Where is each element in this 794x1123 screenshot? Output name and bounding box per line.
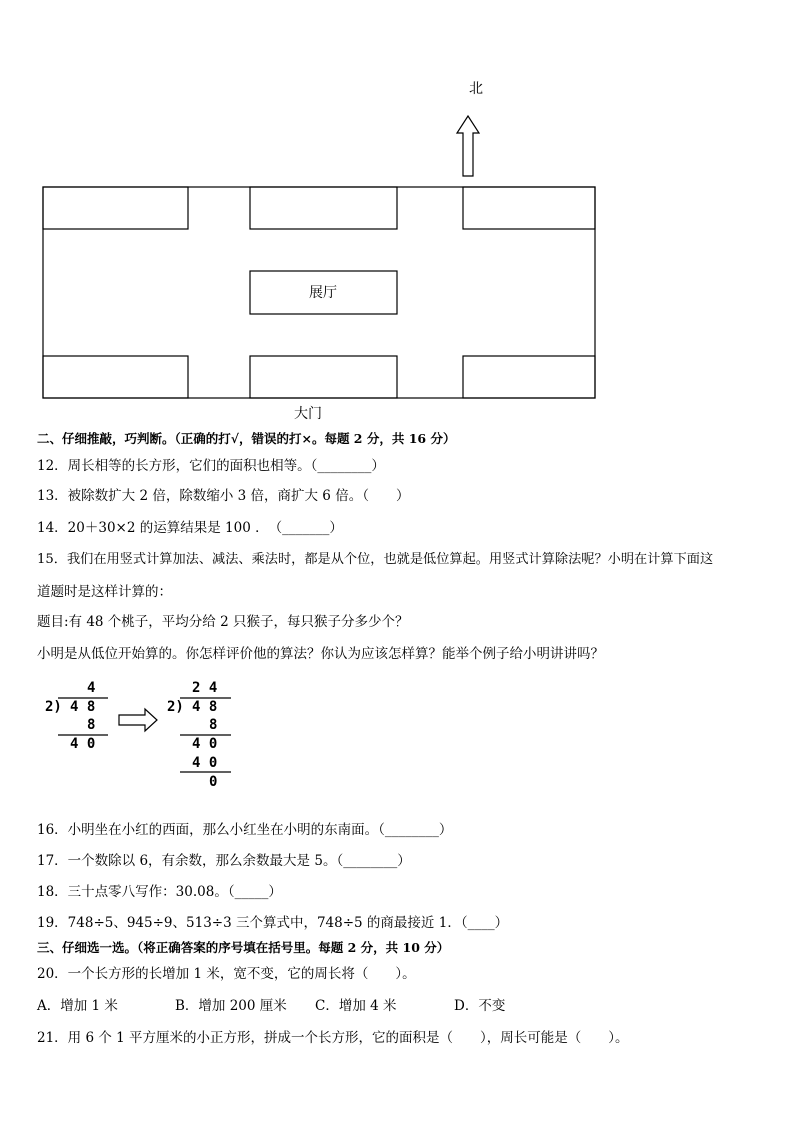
north-label: 北 (469, 81, 483, 97)
question-15-line2: 道题时是这样计算的： (37, 584, 172, 600)
question-15-question: 小明是从低位开始算的。你怎样评价他的算法？你认为应该怎样算？能举个例子给小明讲讲吗？ (37, 646, 604, 662)
right-product1: 8 (209, 717, 218, 733)
gate-label: 大门 (294, 406, 322, 422)
right-divisor: 2) (167, 699, 184, 715)
question-15-line1: 15．我们在用竖式计算加法、减法、乘法时，都是从个位，也就是低位算起。用竖式计算除法呢？小明在计算下面这 (37, 552, 714, 567)
right-product2: 4 0 (192, 755, 218, 771)
question-18: 18．三十点零八写作：30.08。（_____） (37, 884, 282, 900)
section2-heading: 二、仔细推敲，巧判断。（正确的打√，错误的打×。每题 2 分，共 16 分） (37, 431, 456, 446)
hall-label: 展厅 (309, 285, 337, 301)
q20-option-d: D．不变 (454, 998, 506, 1014)
question-17: 17．一个数除以 6，有余数，那么余数最大是 5。（________） (37, 853, 411, 869)
right-dividend: 4 8 (192, 699, 218, 715)
question-21: 21．用 6 个 1 平方厘米的小正方形，拼成一个长方形，它的面积是（ ），周长可能是（ ）。 (37, 1030, 629, 1046)
left-product: 8 (87, 717, 96, 733)
right-arrow-icon (119, 709, 157, 731)
q20-option-a: A．增加 1 米 (37, 998, 118, 1014)
left-quotient: 4 (87, 680, 96, 696)
question-19: 19．748÷5、945÷9、513÷3 三个算式中，748÷5 的商最接近 1．（____） (37, 915, 509, 931)
left-dividend: 4 8 (70, 699, 96, 715)
right-quotient: 2 4 (192, 680, 218, 696)
question-13: 13．被除数扩大 2 倍，除数缩小 3 倍，商扩大 6 倍。（ ） (37, 488, 410, 504)
question-15-problem: 题目:有 48 个桃子，平均分给 2 只猴子，每只猴子分多少个？ (37, 614, 409, 630)
left-divisor: 2) (45, 699, 62, 715)
question-16: 16．小明坐在小红的西面，那么小红坐在小明的东南面。（________） (37, 822, 453, 838)
question-20: 20．一个长方形的长增加 1 米，宽不变，它的周长将（ ）。 (37, 966, 416, 982)
question-14: 14．20＋30×2 的运算结果是 100 ． （_______） (37, 520, 343, 536)
right-result: 0 (209, 774, 218, 790)
question-12: 12．周长相等的长方形，它们的面积也相等。（________） (37, 458, 385, 474)
left-result: 4 0 (70, 736, 96, 752)
right-remainder1: 4 0 (192, 736, 218, 752)
q20-option-c: C．增加 4 米 (315, 998, 397, 1014)
section3-heading: 三、仔细选一选。（将正确答案的序号填在括号里。每题 2 分，共 10 分） (37, 940, 450, 955)
q20-option-b: B．增加 200 厘米 (175, 998, 287, 1014)
